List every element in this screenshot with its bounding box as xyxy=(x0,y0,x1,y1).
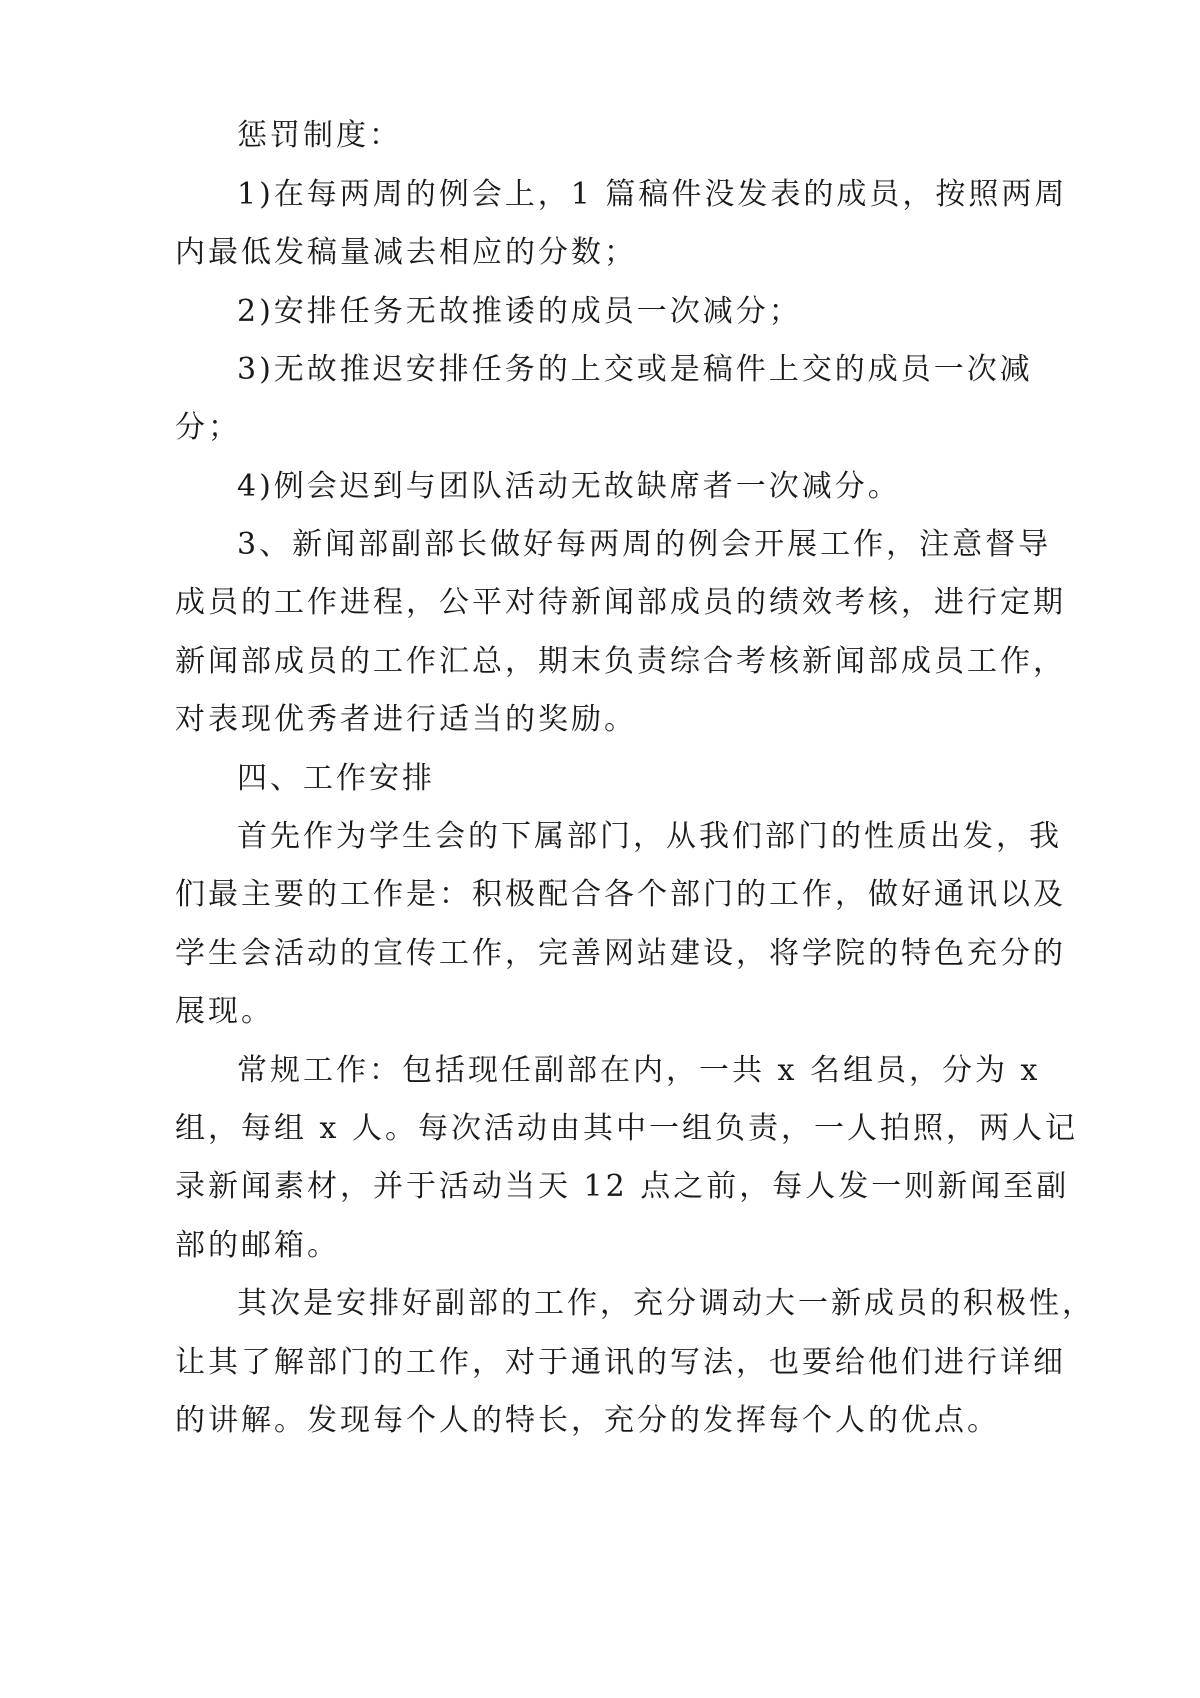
paragraph-line: 2)安排任务无故推诿的成员一次减分； xyxy=(237,294,802,329)
section-heading-work-arrangement: 四、工作安排 xyxy=(237,761,435,796)
paragraph-line: 录新闻素材，并于活动当天 12 点之前，每人发一则新闻至副 xyxy=(175,1169,1070,1204)
paragraph-line: 分； xyxy=(175,410,241,445)
paragraph-line: 1)在每两周的例会上，1 篇稿件没发表的成员，按照两周 xyxy=(237,177,1068,212)
paragraph-line: 展现。 xyxy=(175,994,274,1029)
paragraph-line: 3、新闻部副部长做好每两周的例会开展工作，注意督导 xyxy=(237,527,1052,562)
paragraph-line: 学生会活动的宣传工作，完善网站建设，将学院的特色充分的 xyxy=(175,936,1066,971)
paragraph-line: 新闻部成员的工作汇总，期末负责综合考核新闻部成员工作， xyxy=(175,644,1066,679)
paragraph-line: 其次是安排好副部的工作，充分调动大一新成员的积极性， xyxy=(237,1286,1095,1321)
paragraph-line: 们最主要的工作是：积极配合各个部门的工作，做好通讯以及 xyxy=(175,877,1066,912)
section-heading-penalty: 惩罚制度： xyxy=(237,118,402,153)
paragraph-line: 首先作为学生会的下属部门，从我们部门的性质出发，我 xyxy=(237,819,1062,854)
paragraph-line: 组，每组 x 人。每次活动由其中一组负责，一人拍照，两人记 xyxy=(175,1111,1078,1146)
paragraph-line: 成员的工作进程，公平对待新闻部成员的绩效考核，进行定期 xyxy=(175,585,1066,620)
paragraph-line: 对表现优秀者进行适当的奖励。 xyxy=(175,702,637,737)
paragraph-line: 内最低发稿量减去相应的分数； xyxy=(175,235,637,270)
paragraph-line: 3)无故推迟安排任务的上交或是稿件上交的成员一次减 xyxy=(237,352,1033,387)
paragraph-line: 让其了解部门的工作，对于通讯的写法，也要给他们进行详细 xyxy=(175,1345,1066,1380)
paragraph-line: 的讲解。发现每个人的特长，充分的发挥每个人的优点。 xyxy=(175,1403,1000,1438)
paragraph-line: 常规工作：包括现任副部在内，一共 x 名组员，分为 x xyxy=(237,1053,1041,1088)
paragraph-line: 4)例会迟到与团队活动无故缺席者一次减分。 xyxy=(237,469,901,504)
paragraph-line: 部的邮箱。 xyxy=(175,1228,340,1263)
